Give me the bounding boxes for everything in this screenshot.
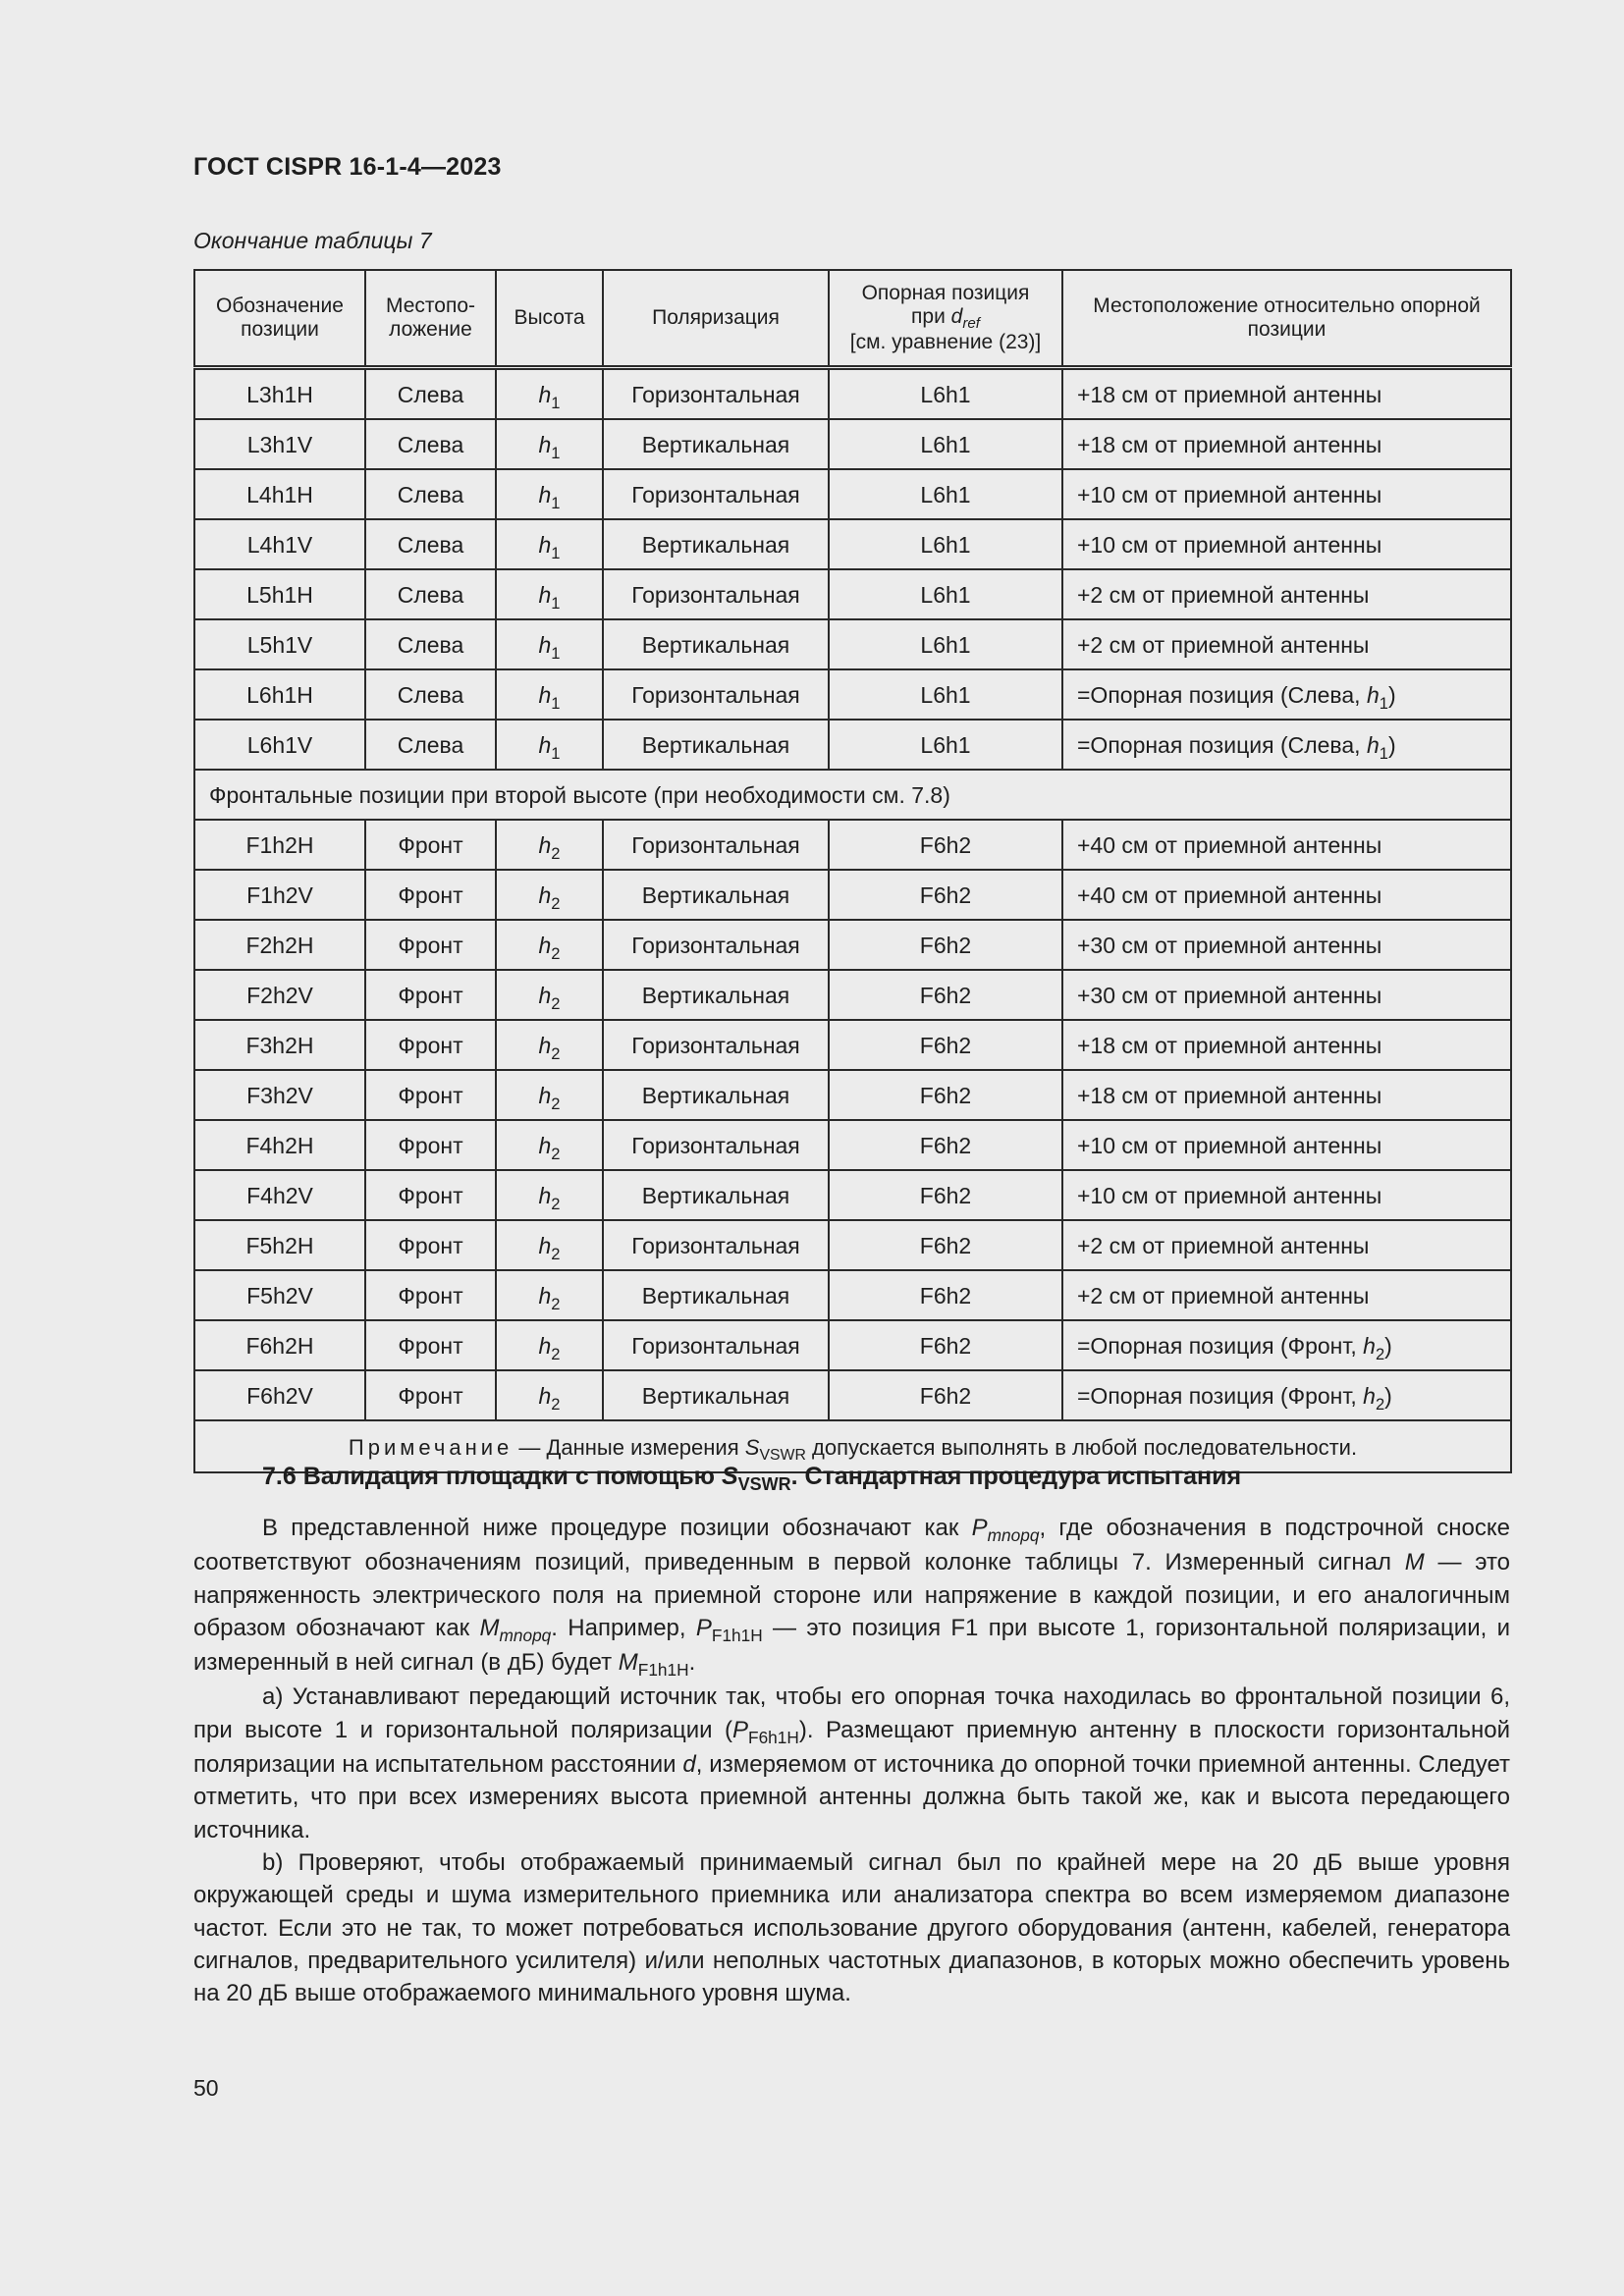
- cell-position-id: L3h1H: [194, 368, 365, 420]
- cell-polarization: Вертикальная: [603, 619, 829, 669]
- table-note: Примечание — Данные измерения $S_{VSWR}$ допускается выполнять в любой последовательности.: [194, 1420, 1511, 1472]
- cell-height: $h_1$: [496, 419, 603, 469]
- table-row: [194, 1070, 1511, 1120]
- table-row: [194, 1270, 1511, 1320]
- cell-polarization: Вертикальная: [603, 720, 829, 770]
- cell-relative-location: +18 см от приемной антенны: [1062, 1070, 1511, 1120]
- positions-table: [193, 269, 1512, 1473]
- cell-reference-position: F6h2: [829, 1020, 1062, 1070]
- cell-reference-position: F6h2: [829, 820, 1062, 870]
- cell-relative-location: +10 см от приемной антенны: [1062, 469, 1511, 519]
- cell-relative-location: +2 см от приемной антенны: [1062, 569, 1511, 619]
- col-header-height: Высота: [496, 270, 603, 368]
- page-number: 50: [193, 2075, 219, 2101]
- cell-polarization: Вертикальная: [603, 970, 829, 1020]
- cell-position-id: F6h2H: [194, 1320, 365, 1370]
- cell-reference-position: F6h2: [829, 1070, 1062, 1120]
- cell-relative-location: =Опорная позиция (Фронт, $h_2$): [1062, 1320, 1511, 1370]
- cell-location: Слева: [365, 368, 496, 420]
- cell-height: $h_1$: [496, 469, 603, 519]
- cell-polarization: Вертикальная: [603, 519, 829, 569]
- cell-position-id: L4h1H: [194, 469, 365, 519]
- table-row: [194, 870, 1511, 920]
- cell-position-id: F3h2V: [194, 1070, 365, 1120]
- cell-relative-location: =Опорная позиция (Слева, $h_1$): [1062, 669, 1511, 720]
- table-row: [194, 820, 1511, 870]
- col-header-position-id: Обозначение позиции: [194, 270, 365, 368]
- table-row: [194, 368, 1511, 420]
- cell-location: Фронт: [365, 1070, 496, 1120]
- cell-relative-location: +40 см от приемной антенны: [1062, 820, 1511, 870]
- cell-polarization: Горизонтальная: [603, 1220, 829, 1270]
- cell-relative-location: =Опорная позиция (Слева, $h_1$): [1062, 720, 1511, 770]
- cell-height: $h_1$: [496, 569, 603, 619]
- cell-relative-location: +2 см от приемной антенны: [1062, 619, 1511, 669]
- cell-polarization: Горизонтальная: [603, 669, 829, 720]
- table-row: [194, 1120, 1511, 1170]
- cell-location: Фронт: [365, 1270, 496, 1320]
- cell-reference-position: L6h1: [829, 669, 1062, 720]
- cell-height: $h_2$: [496, 1170, 603, 1220]
- section-heading: 7.6 Валидация площадки с помощью $S_{VSWR}$. Стандартная процедура испытания: [262, 1463, 1242, 1495]
- cell-height: $h_2$: [496, 1270, 603, 1320]
- table-row: [194, 920, 1511, 970]
- col-header-relative-location: Местоположение относительно опорной позиции: [1062, 270, 1511, 368]
- cell-location: Слева: [365, 669, 496, 720]
- cell-location: Фронт: [365, 820, 496, 870]
- cell-reference-position: F6h2: [829, 870, 1062, 920]
- table-body-left-positions: [194, 368, 1511, 771]
- paragraph-intro: В представленной ниже процедуре позиции обозначают как $P_{mnopq}$, где обозначения в подстрочной сноске соответствуют обозначениям позиций, приведенным в первой колонке таблицы 7. Измеренный сигнал M — это напряженность электрического поля на приемной стороне или напряжение в каждой позиции, и его аналогичным образом обозначают как $M_{mnopq}$. Например, $P_{F1h1H}$ — это позиция F1 при высоте 1, горизонтальной поляризации, и измеренный в ней сигнал (в дБ) будет $M_{F1h1H}$.: [193, 1515, 1511, 1681]
- cell-position-id: L4h1V: [194, 519, 365, 569]
- cell-reference-position: L6h1: [829, 368, 1062, 420]
- cell-height: $h_2$: [496, 1220, 603, 1270]
- cell-height: $h_2$: [496, 1020, 603, 1070]
- cell-relative-location: +2 см от приемной антенны: [1062, 1270, 1511, 1320]
- table-section-row-group: [194, 770, 1511, 820]
- cell-height: $h_2$: [496, 820, 603, 870]
- cell-relative-location: +30 см от приемной антенны: [1062, 920, 1511, 970]
- cell-reference-position: F6h2: [829, 1120, 1062, 1170]
- table-row: [194, 619, 1511, 669]
- cell-height: $h_2$: [496, 1120, 603, 1170]
- paragraph-step-b: b) Проверяют, чтобы отображаемый принимаемый сигнал был по крайней мере на 20 дБ выше уровня окружающей среды и шума измерительного приемника или анализатора спектра во всем измеряемом диапазоне частот. Если это не так, то может потребоваться использование другого оборудования (антенн, кабелей, генератора сигналов, предварительного усилителя) и/или неполных частотных диапазонов, в которых можно обеспечить уровень на 20 дБ выше отображаемого минимального уровня шума.: [193, 1848, 1510, 2007]
- cell-position-id: F4h2V: [194, 1170, 365, 1220]
- cell-relative-location: +18 см от приемной антенны: [1062, 419, 1511, 469]
- cell-location: Слева: [365, 419, 496, 469]
- table-caption: Окончание таблицы 7: [193, 228, 432, 253]
- cell-height: $h_2$: [496, 1070, 603, 1120]
- table-body-front-positions: [194, 820, 1511, 1420]
- cell-height: $h_1$: [496, 519, 603, 569]
- table-row: [194, 1370, 1511, 1420]
- cell-relative-location: +10 см от приемной антенны: [1062, 1170, 1511, 1220]
- section-row: [194, 770, 1511, 820]
- col-header-polarization: Поляризация: [603, 270, 829, 368]
- cell-location: Фронт: [365, 870, 496, 920]
- cell-location: Фронт: [365, 1120, 496, 1170]
- cell-position-id: F5h2H: [194, 1220, 365, 1270]
- cell-location: Фронт: [365, 1320, 496, 1370]
- table-row: [194, 569, 1511, 619]
- cell-reference-position: L6h1: [829, 720, 1062, 770]
- cell-position-id: L5h1H: [194, 569, 365, 619]
- table-row: [194, 720, 1511, 770]
- cell-polarization: Горизонтальная: [603, 1320, 829, 1370]
- cell-height: $h_2$: [496, 920, 603, 970]
- cell-position-id: F4h2H: [194, 1120, 365, 1170]
- table-row: [194, 669, 1511, 720]
- table-row: [194, 1020, 1511, 1070]
- cell-position-id: L6h1V: [194, 720, 365, 770]
- cell-location: Слева: [365, 619, 496, 669]
- cell-height: $h_1$: [496, 619, 603, 669]
- cell-location: Слева: [365, 720, 496, 770]
- cell-relative-location: +30 см от приемной антенны: [1062, 970, 1511, 1020]
- cell-location: Фронт: [365, 1170, 496, 1220]
- cell-reference-position: F6h2: [829, 1270, 1062, 1320]
- cell-reference-position: F6h2: [829, 1170, 1062, 1220]
- cell-reference-position: F6h2: [829, 920, 1062, 970]
- document-title: ГОСТ CISPR 16-1-4—2023: [193, 153, 502, 181]
- note-label: Примечание: [348, 1434, 514, 1460]
- cell-relative-location: +18 см от приемной антенны: [1062, 1020, 1511, 1070]
- cell-polarization: Вертикальная: [603, 1370, 829, 1420]
- cell-reference-position: L6h1: [829, 519, 1062, 569]
- cell-relative-location: +10 см от приемной антенны: [1062, 519, 1511, 569]
- cell-location: Слева: [365, 519, 496, 569]
- section-row-text: Фронтальные позиции при второй высоте (при необходимости см. 7.8): [194, 770, 1511, 820]
- cell-position-id: F5h2V: [194, 1270, 365, 1320]
- cell-position-id: F1h2V: [194, 870, 365, 920]
- table-row: [194, 469, 1511, 519]
- cell-height: $h_2$: [496, 970, 603, 1020]
- table-row: [194, 1320, 1511, 1370]
- cell-polarization: Горизонтальная: [603, 920, 829, 970]
- cell-relative-location: +10 см от приемной антенны: [1062, 1120, 1511, 1170]
- cell-location: Фронт: [365, 1020, 496, 1070]
- cell-height: $h_1$: [496, 720, 603, 770]
- cell-position-id: F1h2H: [194, 820, 365, 870]
- cell-height: $h_1$: [496, 669, 603, 720]
- cell-polarization: Горизонтальная: [603, 469, 829, 519]
- cell-position-id: F6h2V: [194, 1370, 365, 1420]
- cell-polarization: Горизонтальная: [603, 820, 829, 870]
- cell-reference-position: F6h2: [829, 1220, 1062, 1270]
- cell-position-id: F2h2H: [194, 920, 365, 970]
- cell-reference-position: F6h2: [829, 1320, 1062, 1370]
- section-body: [193, 1512, 1510, 2009]
- cell-reference-position: F6h2: [829, 1370, 1062, 1420]
- cell-location: Фронт: [365, 1220, 496, 1270]
- cell-position-id: F2h2V: [194, 970, 365, 1020]
- cell-reference-position: L6h1: [829, 469, 1062, 519]
- cell-relative-location: +18 см от приемной антенны: [1062, 368, 1511, 420]
- cell-height: $h_1$: [496, 368, 603, 420]
- table-row: [194, 519, 1511, 569]
- cell-polarization: Горизонтальная: [603, 1020, 829, 1070]
- cell-location: Слева: [365, 569, 496, 619]
- table-header-row: [194, 270, 1511, 368]
- col-header-location: Местопо- ложение: [365, 270, 496, 368]
- table-row: [194, 419, 1511, 469]
- table-row: [194, 970, 1511, 1020]
- cell-polarization: Вертикальная: [603, 870, 829, 920]
- cell-polarization: Вертикальная: [603, 1270, 829, 1320]
- cell-height: $h_2$: [496, 1320, 603, 1370]
- cell-polarization: Вертикальная: [603, 1170, 829, 1220]
- cell-location: Фронт: [365, 920, 496, 970]
- cell-polarization: Горизонтальная: [603, 368, 829, 420]
- table-row: [194, 1170, 1511, 1220]
- cell-polarization: Горизонтальная: [603, 569, 829, 619]
- cell-position-id: L3h1V: [194, 419, 365, 469]
- cell-relative-location: +40 см от приемной антенны: [1062, 870, 1511, 920]
- cell-position-id: L6h1H: [194, 669, 365, 720]
- cell-height: $h_2$: [496, 1370, 603, 1420]
- cell-reference-position: L6h1: [829, 569, 1062, 619]
- cell-polarization: Вертикальная: [603, 1070, 829, 1120]
- cell-location: Фронт: [365, 1370, 496, 1420]
- cell-position-id: L5h1V: [194, 619, 365, 669]
- cell-height: $h_2$: [496, 870, 603, 920]
- cell-relative-location: +2 см от приемной антенны: [1062, 1220, 1511, 1270]
- cell-reference-position: F6h2: [829, 970, 1062, 1020]
- col-header-reference-position: Опорная позиция при $d_{ref}$ [см. уравнение (23)]: [829, 270, 1062, 368]
- cell-polarization: Горизонтальная: [603, 1120, 829, 1170]
- cell-polarization: Вертикальная: [603, 419, 829, 469]
- cell-relative-location: =Опорная позиция (Фронт, $h_2$): [1062, 1370, 1511, 1420]
- cell-location: Слева: [365, 469, 496, 519]
- cell-reference-position: L6h1: [829, 619, 1062, 669]
- cell-location: Фронт: [365, 970, 496, 1020]
- paragraph-step-a: a) Устанавливают передающий источник так, чтобы его опорная точка находилась во фронтальной позиции 6, при высоте 1 и горизонтальной поляризации $(P_{F6h1H})$. Размещают приемную антенну в плоскости горизонтальной поляризации на испытательном расстоянии d, измеряемом от источника до опорной точки приемной антенны. Следует отметить, что при всех измерениях высота приемной антенны должна быть такой же, как и высота передающего источника.: [193, 1683, 1511, 1843]
- cell-position-id: F3h2H: [194, 1020, 365, 1070]
- table-row: [194, 1220, 1511, 1270]
- cell-reference-position: L6h1: [829, 419, 1062, 469]
